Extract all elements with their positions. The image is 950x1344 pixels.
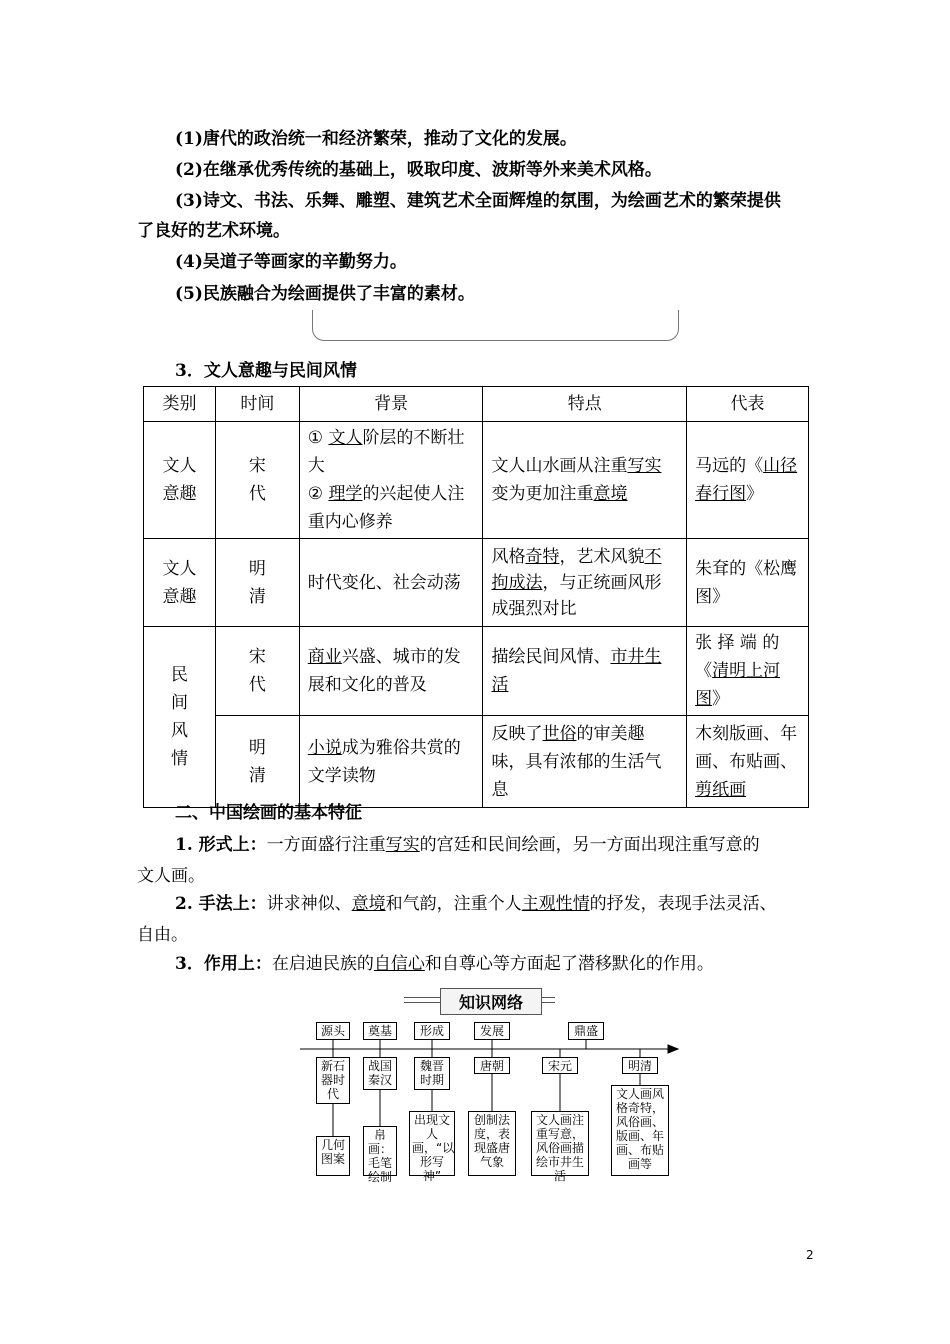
section-3-title: 3．文人意趣与民间风情	[175, 361, 357, 381]
cell-time: 宋 代	[215, 422, 299, 539]
cell-representative: 朱耷的《松鹰图》	[687, 539, 809, 627]
detail-neolithic: 几何图案	[316, 1136, 350, 1176]
header-features: 特点	[483, 387, 687, 422]
cell-features: 文人山水画从注重写实变为更加注重意境	[483, 422, 687, 539]
cell-time: 宋 代	[215, 627, 299, 716]
feature-technique-cont: 自由。	[137, 925, 188, 945]
header-representative: 代表	[687, 387, 809, 422]
reason-5: (5)民族融合为绘画提供了丰富的素材。	[175, 284, 475, 304]
cell-features: 反映了世俗的审美趣味，具有浓郁的生活气息	[483, 716, 687, 808]
era-warring-states-qin-han: 战国秦汉	[363, 1057, 397, 1090]
feature-form: 1. 形式上：一方面盛行注重写实的宫廷和民间绘画，另一方面出现注重写意的	[175, 835, 760, 855]
stage-foundation: 奠基	[363, 1022, 397, 1040]
cell-representative: 木刻版画、年画、布贴画、剪纸画	[687, 716, 809, 808]
era-tang: 唐朝	[474, 1057, 510, 1074]
reason-3-cont: 了良好的艺术环境。	[137, 221, 290, 241]
header-time: 时间	[215, 387, 299, 422]
header-category: 类别	[144, 387, 216, 422]
detail-song-yuan: 文人画注重写意，风俗画描绘市井生活	[531, 1111, 589, 1176]
cell-category: 文人 意趣	[144, 539, 216, 627]
cell-background: 商业兴盛、城市的发展和文化的普及	[299, 627, 483, 716]
cell-background: ① 文人阶层的不断壮大 ② 理学的兴起使人注重内心修养	[299, 422, 483, 539]
cell-time: 明 清	[215, 539, 299, 627]
cell-time: 明 清	[215, 716, 299, 808]
network-title: 知识网络	[440, 988, 542, 1015]
stage-peak: 鼎盛	[568, 1022, 604, 1040]
stage-development: 发展	[474, 1022, 510, 1040]
detail-ming-qing: 文人画风格奇特，风俗画、版画、年画、布贴画等	[611, 1085, 669, 1176]
era-song-yuan: 宋元	[542, 1057, 578, 1074]
era-wei-jin: 魏晋时期	[414, 1057, 450, 1090]
section-2-title: 二、中国绘画的基本特征	[175, 803, 362, 823]
era-neolithic: 新石器时代	[316, 1057, 350, 1104]
feature-form-cont: 文人画。	[137, 866, 205, 886]
reason-4: (4)吴道子等画家的辛勤努力。	[175, 252, 407, 272]
feature-technique: 2. 手法上：讲求神似、意境和气韵，注重个人主观性情的抒发，表现手法灵活、	[175, 894, 777, 914]
reason-3: (3)诗文、书法、乐舞、雕塑、建筑艺术全面辉煌的氛围，为绘画艺术的繁荣提供	[175, 191, 781, 211]
detail-tang: 创制法度，表现盛唐气象	[468, 1111, 516, 1176]
cell-features: 描绘民间风情、市井生活	[483, 627, 687, 716]
cell-features: 风格奇特，艺术风貌不拘成法，与正统画风形成强烈对比	[483, 539, 687, 627]
page-number: 2	[806, 1248, 814, 1262]
detail-wei-jin: 出现文人画，“以形写神”	[409, 1111, 455, 1176]
stage-origin: 源头	[316, 1022, 350, 1040]
stage-formation: 形成	[414, 1022, 450, 1040]
cell-representative: 马远的《山径春行图》	[687, 422, 809, 539]
era-ming-qing: 明清	[622, 1057, 658, 1074]
reason-1: (1)唐代的政治统一和经济繁荣，推动了文化的发展。	[175, 129, 577, 149]
header-background: 背景	[299, 387, 483, 422]
cell-category: 文人 意趣	[144, 422, 216, 539]
cell-background: 小说成为雅俗共赏的文学读物	[299, 716, 483, 808]
cell-background: 时代变化、社会动荡	[299, 539, 483, 627]
cell-representative: 张 择 端 的《清明上河图》	[687, 627, 809, 716]
reason-2: (2)在继承优秀传统的基础上，吸取印度、波斯等外来美术风格。	[175, 160, 662, 180]
detail-warring-states: 帛画：毛笔绘制	[363, 1126, 397, 1176]
feature-effect: 3．作用上：在启迪民族的自信心和自尊心等方面起了潜移默化的作用。	[175, 954, 714, 974]
cell-category: 民 间 风 情	[144, 627, 216, 808]
